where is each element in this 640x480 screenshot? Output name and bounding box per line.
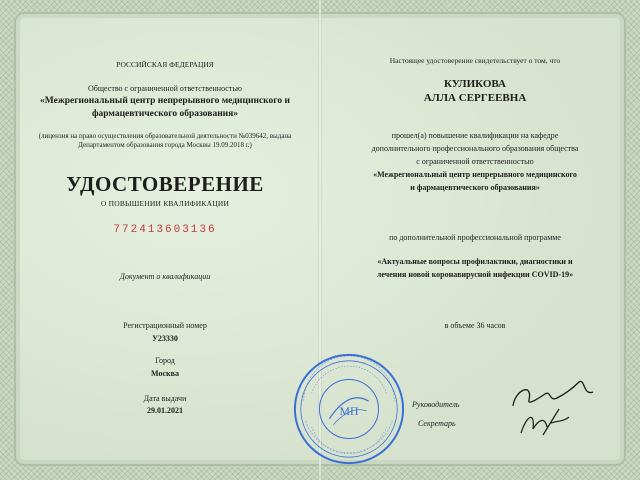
passed-line4: «Межрегиональный центр непрерывного медицинского <box>373 170 577 179</box>
serial-number: 772413603136 <box>113 224 217 236</box>
issue-date-label: Дата выдачи <box>143 394 187 403</box>
head-label: Руководитель <box>412 400 460 409</box>
round-stamp <box>290 350 408 468</box>
license-line2: Департаментом образования города Москвы 19.09.2018 г.) <box>78 141 252 149</box>
program-line2: лечения новой коронавирусной инфекции COVID-19» <box>376 270 574 279</box>
stamp-center-text: МП <box>339 403 359 418</box>
document-subtitle: О ПОВЫШЕНИИ КВАЛИФИКАЦИИ <box>100 199 230 208</box>
license-line1: (лицензия на право осуществления образовательной деятельности №039642, выдана <box>38 132 292 140</box>
city-value: Москва <box>151 369 179 378</box>
secretary-signature <box>515 405 575 440</box>
hours-text: в объеме 36 часов <box>444 321 506 330</box>
passed-line2: дополнительного профессионального образования общества <box>371 144 579 153</box>
intro-text: Настоящее удостоверение свидетельствует о том, что <box>389 56 561 65</box>
country-label: РОССИЙСКАЯ ФЕДЕРАЦИЯ <box>116 60 214 69</box>
org-type: Общество с ограниченной ответственностью <box>88 84 242 93</box>
city-label: Город <box>155 356 175 365</box>
program-label: по дополнительной профессиональной программе <box>389 233 561 242</box>
document-title: УДОСТОВЕРЕНИЕ <box>66 172 264 196</box>
holder-surname: КУЛИКОВА <box>444 78 506 90</box>
passed-line1: прошел(а) повышение квалификации на кафедре <box>391 131 559 140</box>
holder-name: АЛЛА СЕРГЕЕВНА <box>423 92 527 104</box>
secretary-label: Секретарь <box>418 419 456 428</box>
passed-line5: и фармацевтического образования» <box>410 183 540 192</box>
reg-number-label: Регистрационный номер <box>123 321 207 330</box>
org-name-line1: «Межрегиональный центр непрерывного медицинского и <box>40 96 290 106</box>
reg-number-value: У23330 <box>152 334 178 343</box>
passed-line3: с ограниченной ответственностью <box>416 157 534 166</box>
document-kind: Документ о квалификации <box>119 272 211 281</box>
org-name-line2: фармацевтического образования» <box>91 109 239 119</box>
issue-date-value: 29.01.2021 <box>147 406 183 415</box>
program-line1: «Актуальные вопросы профилактики, диагностики и <box>377 257 573 266</box>
